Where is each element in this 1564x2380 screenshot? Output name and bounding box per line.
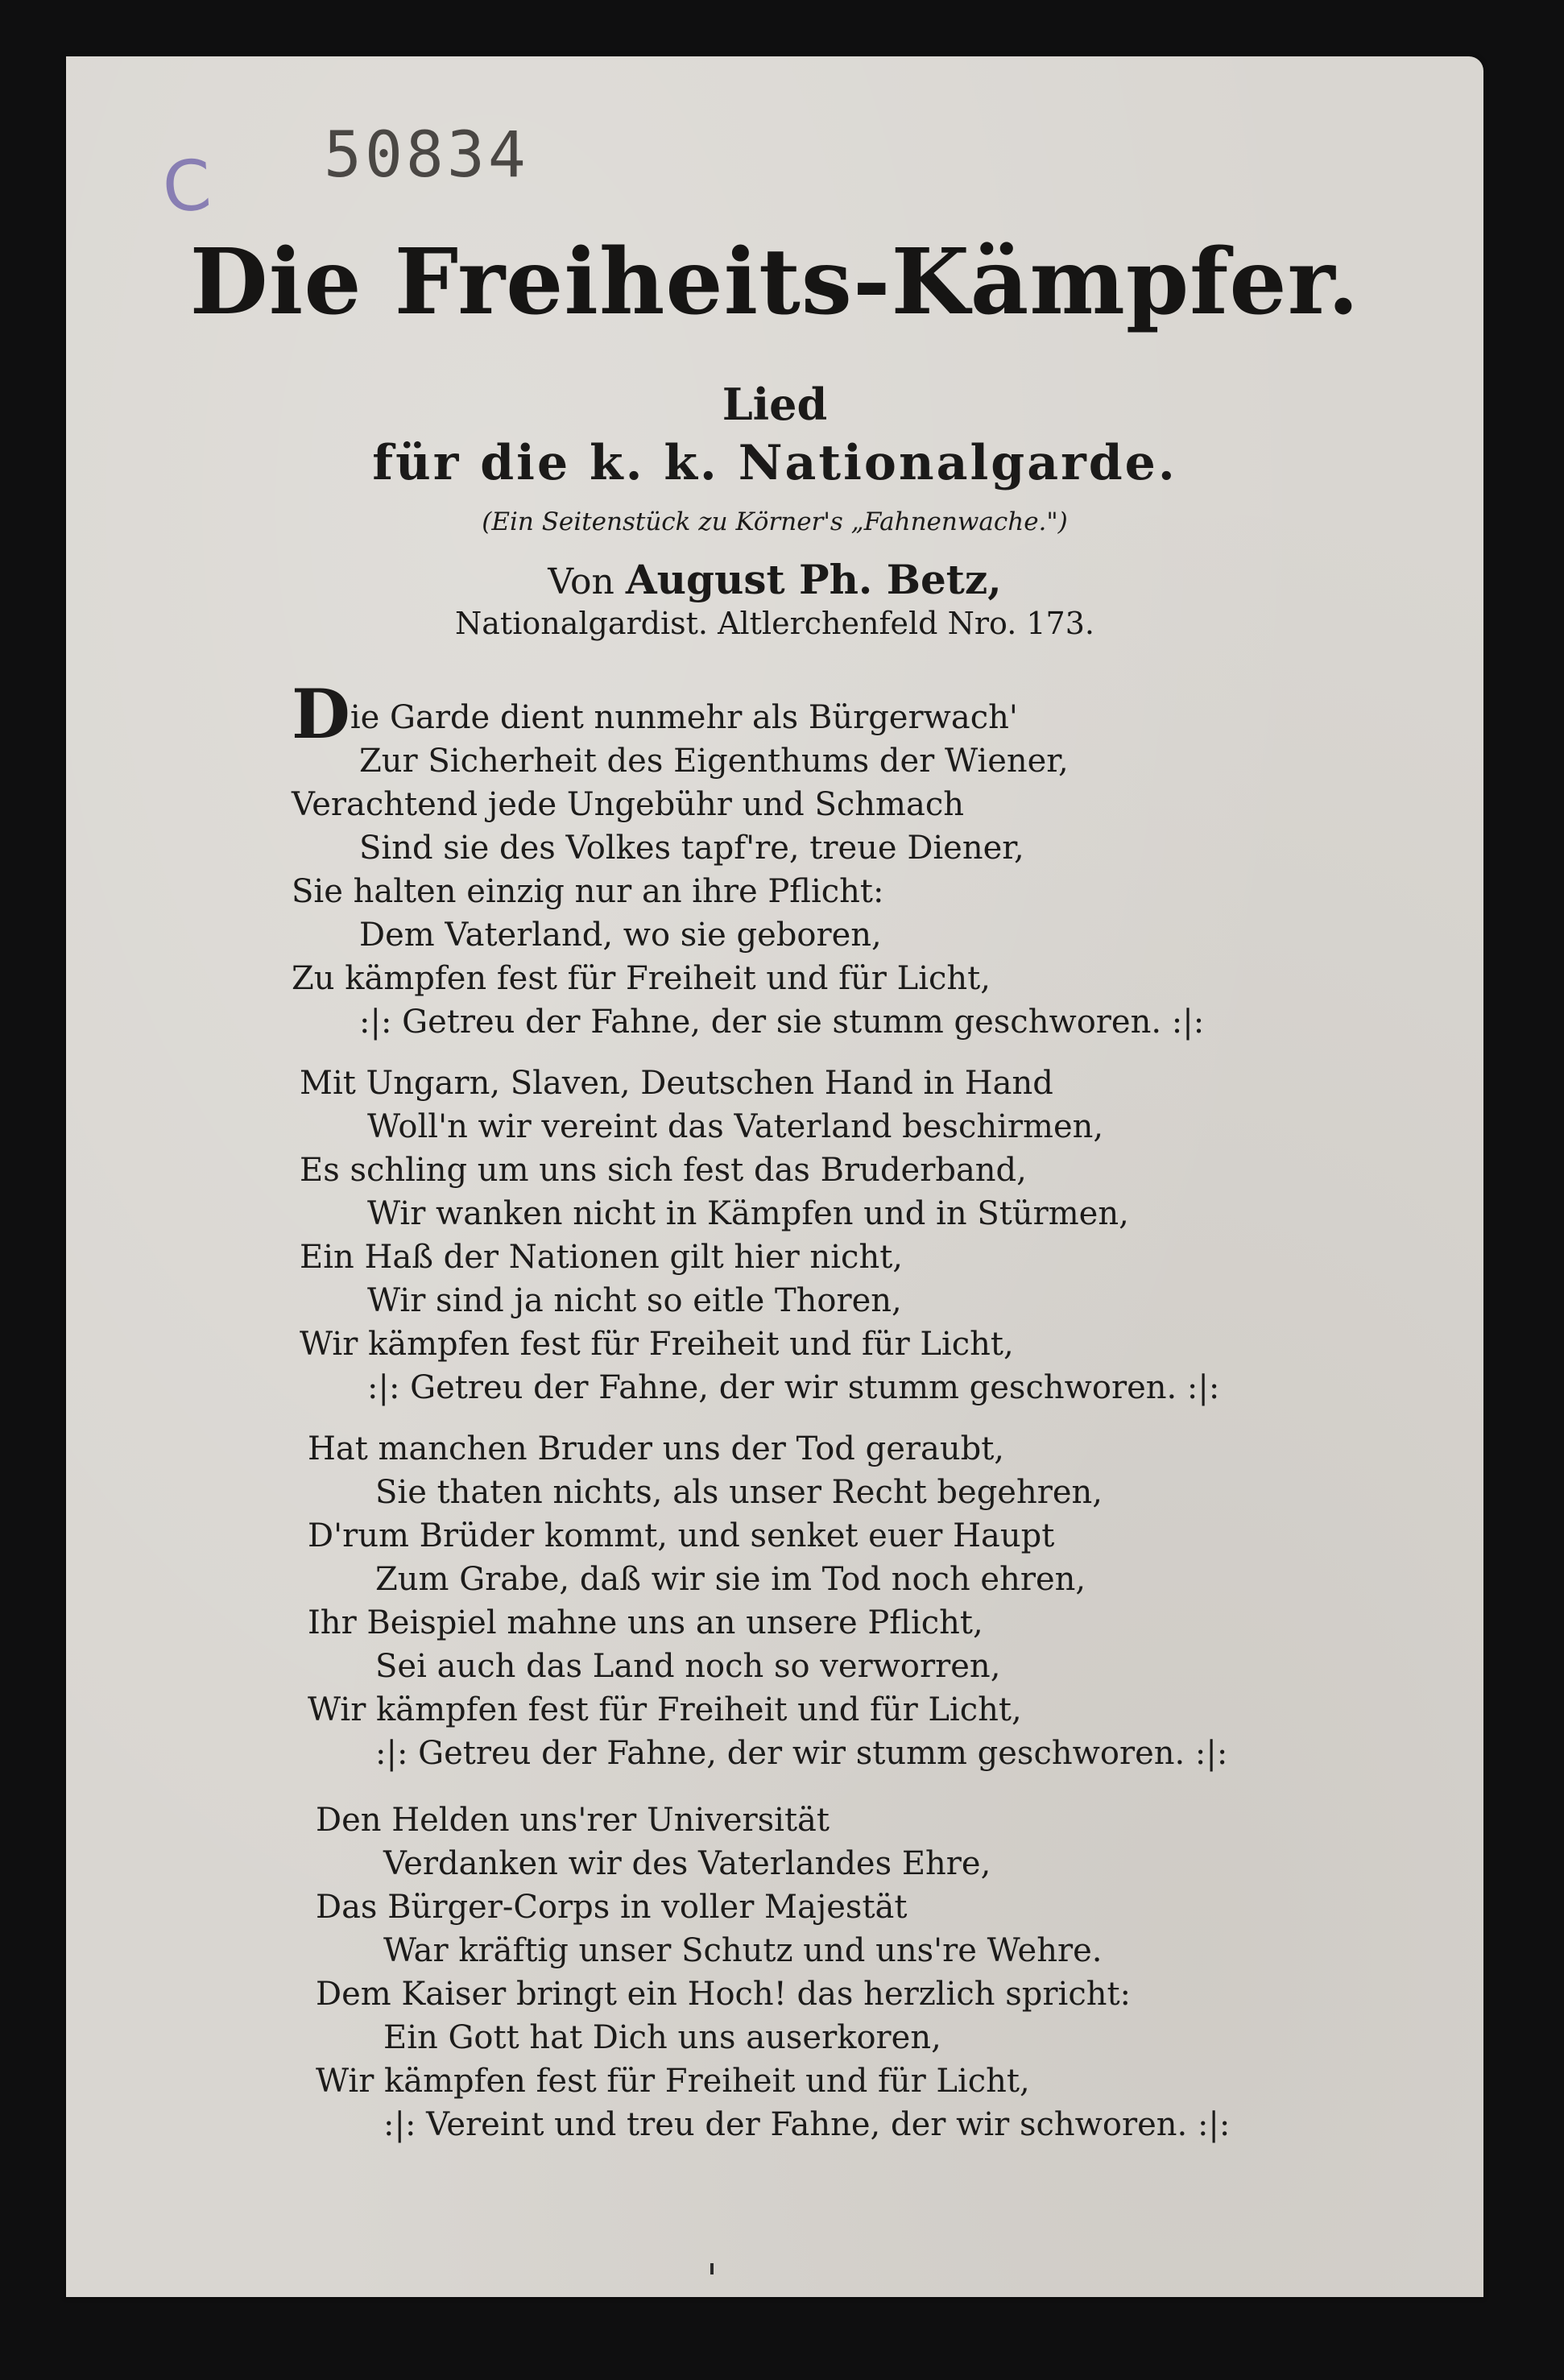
refrain-line: :|: Getreu der Fahne, der wir stumm geschworen. :|: [367, 1369, 1220, 1406]
verse-line: Hat manchen Bruder uns der Tod geraubt, [308, 1430, 1005, 1467]
refrain-line: :|: Getreu der Fahne, der sie stumm geschworen. :|: [359, 1004, 1205, 1041]
verse-line: Wir kämpfen fest für Freiheit und für Licht, [316, 2063, 1030, 2100]
document-title: Die Freiheits-Kämpfer. [189, 230, 1360, 335]
verse-line: Zu kämpfen fest für Freiheit und für Licht, [292, 960, 991, 997]
verse-line: Woll'n wir vereint das Vaterland beschirmen, [367, 1108, 1104, 1145]
verse-line: Wir kämpfen fest für Freiheit und für Licht, [308, 1691, 1022, 1728]
dedication: für die k. k. Nationalgarde. [372, 435, 1177, 491]
dropcap: D [292, 674, 350, 754]
verse-line: Sind sie des Volkes tapf're, treue Diener, [359, 830, 1024, 867]
verse-line: Ein Haß der Nationen gilt hier nicht, [300, 1239, 904, 1276]
verse-line: Verachtend jede Ungebühr und Schmach [292, 786, 964, 823]
stanza-2 [300, 1062, 1219, 1409]
library-stamp: C [159, 145, 214, 229]
verse-line: Den Helden uns'rer Universität [316, 1802, 830, 1839]
verse-line: Die Garde dient nunmehr als Bürgerwach' [292, 674, 1018, 754]
document-sheet [66, 56, 1483, 2297]
verse-line: Das Bürger-Corps in voller Majestät [316, 1889, 908, 1926]
verse-line: Dem Kaiser bringt ein Hoch! das herzlich spricht: [316, 1976, 1132, 2013]
author-affiliation: Nationalgardist. Altlerchenfeld Nro. 173. [455, 606, 1094, 641]
printer-mark [710, 2263, 714, 2274]
verse-line: Wir sind ja nicht so eitle Thoren, [367, 1282, 902, 1319]
verse-line: Wir wanken nicht in Kämpfen und in Stürmen, [367, 1195, 1129, 1232]
author-name: August Ph. Betz, [625, 556, 1002, 603]
stanza-1 [292, 674, 1205, 1044]
verse-line: War kräftig unser Schutz und uns're Wehre. [383, 1932, 1103, 1969]
verse-line: Sei auch das Land noch so verworren, [375, 1648, 1001, 1685]
song-label: Lied [722, 379, 828, 430]
verse-line: Sie thaten nichts, als unser Recht begehren, [375, 1474, 1103, 1511]
companion-note: (Ein Seitenstück zu Körner's „Fahnenwache.") [482, 507, 1068, 536]
verse-line: Verdanken wir des Vaterlandes Ehre, [383, 1845, 991, 1882]
author-line [66, 556, 1483, 603]
verse-line: Ihr Beispiel mahne uns an unsere Pflicht, [308, 1604, 983, 1641]
verse-line: Zum Grabe, daß wir sie im Tod noch ehren, [375, 1561, 1086, 1598]
verse-line: Ein Gott hat Dich uns auserkoren, [383, 2019, 941, 2056]
verse-line: Es schling um uns sich fest das Bruderband, [300, 1152, 1027, 1189]
verse-line: Mit Ungarn, Slaven, Deutschen Hand in Hand [300, 1065, 1053, 1102]
verse-line: Sie halten einzig nur an ihre Pflicht: [292, 873, 884, 910]
stanza-4 [316, 1798, 1230, 2146]
verse-line: Zur Sicherheit des Eigenthums der Wiener, [359, 743, 1069, 780]
verse-line: Wir kämpfen fest für Freiheit und für Licht, [300, 1326, 1014, 1363]
verse-line: D'rum Brüder kommt, und senket euer Haupt [308, 1517, 1055, 1554]
author-prefix: Von [548, 561, 614, 602]
refrain-line: :|: Vereint und treu der Fahne, der wir schworen. :|: [383, 2106, 1231, 2143]
stanza-3 [308, 1427, 1227, 1775]
refrain-line: :|: Getreu der Fahne, der wir stumm geschworen. :|: [375, 1735, 1228, 1772]
catalog-number: 50834 [324, 119, 529, 192]
verse-line: Dem Vaterland, wo sie geboren, [359, 917, 882, 954]
